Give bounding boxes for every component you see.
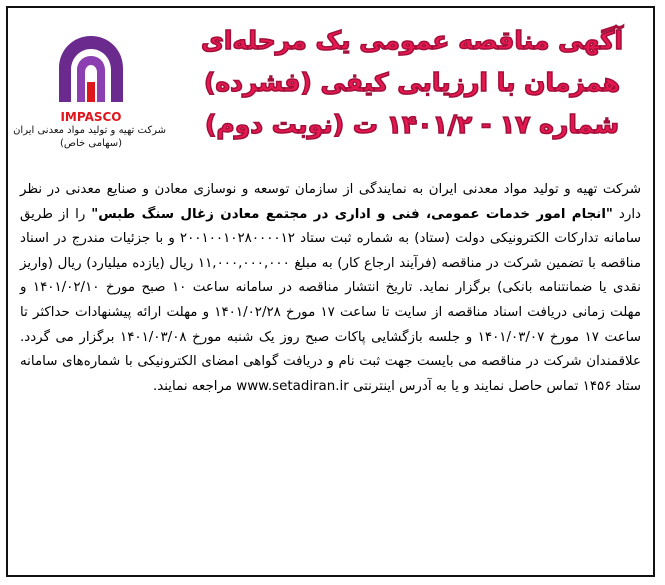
- setad-website-link[interactable]: www.setadiran.ir: [236, 378, 349, 394]
- body-details: را از طریق سامانه تدارکات الکترونیکی دولت (ستاد) به شماره ثبت ستاد ۲۰۰۱۰۰۱۰۲۸۰۰۰۰۱۲ و با جزئیات مندرج در اسناد مناقصه با تضمین شرکت در مناقصه (فرآیند ارجاع کار) به مبلغ ۱۱,۰۰۰,۰۰۰,۰۰۰ ریال (یازده میلیارد) ریال (واریز نقدی یا ضمانتنامه بانکی) برگزار نماید. تاریخ انتشار مناقصه در سامانه ساعت ۱۰ صبح مورخ ۱۴۰۱/۰۲/۱۰ و مهلت زمانی دریافت اسناد مناقصه از سایت تا ساعت ۱۷ مورخ ۱۴۰۱/۰۲/۲۸ و مهلت ارائه پیشنهادات حداکثر تا ساعت ۱۷ مورخ ۱۴۰۱/۰۳/۰۷ و جلسه بازگشایی پاکات صبح روز یک شنبه مورخ ۱۴۰۱/۰۳/۰۸ برگزار می گردد. علاقمندان شرکت در مناقصه می بایست جهت ثبت نام و دریافت گواهی امضای الکترونیکی با شماره‌های سامانه ستاد ۱۴۵۶ تماس حاصل نمایند و یا به آدرس اینترنتی: [20, 206, 642, 394]
- company-logo-block: [13, 30, 166, 150]
- logo-wordmark: IMPASCO: [60, 110, 122, 124]
- title-line-3: شماره ۱۷ - ۱۴۰۱/۲ ت (نوبت دوم): [204, 110, 620, 139]
- body-subject: "انجام امور خدمات عمومی، فنی و اداری در مجتمع معادن زغال سنگ طبس": [91, 206, 613, 222]
- body-closing: مراجعه نمایند.: [152, 378, 237, 394]
- body-intro: شرکت تهیه و تولید مواد معدنی ایران به نمایندگی از سازمان توسعه و نوسازی معادن و صنایع معدنی در نظر دارد: [20, 182, 642, 222]
- header: [8, 8, 653, 178]
- title-line-2: همزمان با ارزیابی کیفی (فشرده): [203, 68, 621, 97]
- announcement-body: [20, 178, 641, 399]
- title-block: [177, 20, 647, 146]
- advertisement-frame: [6, 6, 655, 577]
- impasco-logo-icon: [45, 30, 137, 114]
- logo-caption-type: (سهامی خاص): [59, 138, 123, 149]
- logo-caption-company: شرکت تهیه و تولید مواد معدنی ایران: [13, 125, 166, 136]
- title-line-1: آگهی مناقصه عمومی یک مرحله‌ای: [200, 26, 624, 55]
